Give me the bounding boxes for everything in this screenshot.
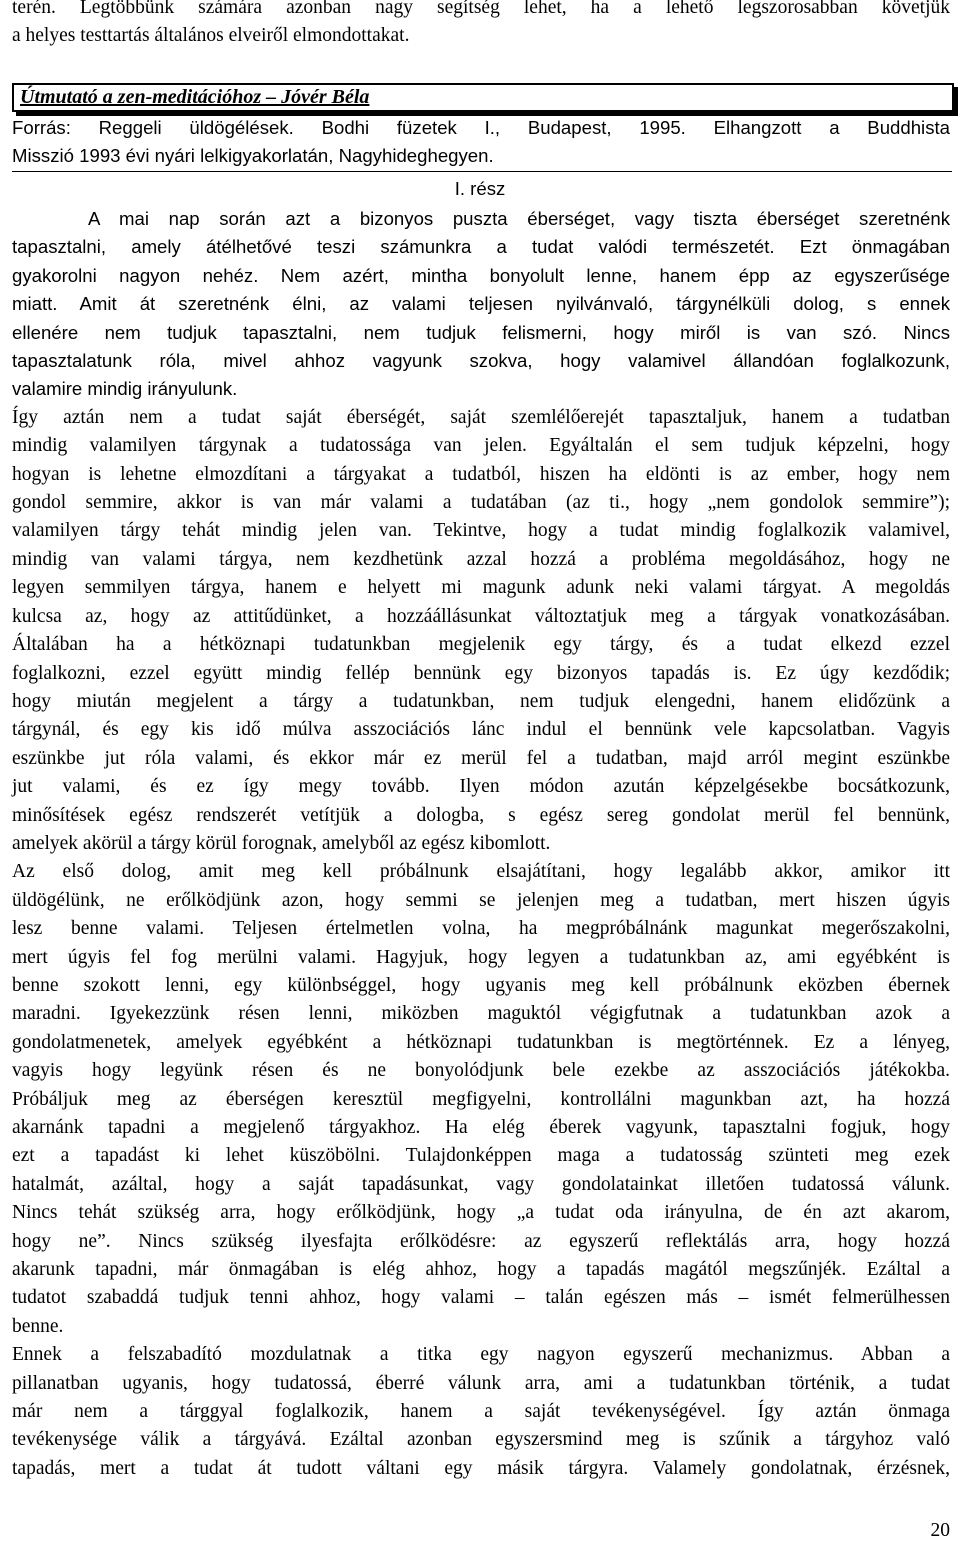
- text-line: Általában ha a hétköznapi tudatunkban megjelenik egy tárgy, és a tudat elkezd ezzel: [12, 634, 950, 656]
- text-line: akarnánk tapadni a megjelenő tárgyakhoz. Ha elég éberek vagyunk, tapasztalni fogjuk, hogy: [12, 1117, 950, 1138]
- text-line: mert úgyis fel fog merülni valami. Hagyjuk, hogy legyen a tudatunkban az, ami egyébként is: [12, 946, 950, 968]
- text-line: tapasztalni, amely átélhetővé teszi számunkra a tudat valódi természetét. Ezt önmagában: [12, 236, 950, 258]
- text-line: jut valami, és ez így megy tovább. Ilyen módon azután képzelgésekbe bocsátkozunk,: [12, 776, 950, 798]
- text-line: ellenére nem tudjuk tapasztalni, nem tudjuk felismerni, hogy miről is van szó. Nincs: [12, 321, 950, 343]
- text-line: már nem a tárggyal foglalkozik, hanem a saját tevékenységével. Így aztán önmaga: [12, 1401, 950, 1423]
- page-number: 20: [930, 1520, 950, 1541]
- text-line: a helyes testtartás általános elveiről elmondottakat.: [12, 25, 410, 47]
- text-line: eszünkbe jut róla valami, és ekkor már ez merül fel a tudatban, majd arról megint eszünkbe: [12, 747, 950, 769]
- text-line: legyen semmilyen tárgya, hanem e helyett mi magunk adunk neki valami tárgyat. A megoldás: [12, 577, 950, 599]
- text-line: gyakorolni nagyon nehéz. Nem azért, mintha bonyolult lenne, hanem épp az egyszerűsége: [12, 264, 950, 286]
- text-line: A mai nap során azt a bizonyos puszta éberséget, vagy tiszta éberséget szeretnénk: [88, 208, 950, 229]
- text-line: Misszió 1993 évi nyári lelkigyakorlatán, Nagyhideghegyen.: [12, 145, 494, 167]
- section-title-box: [12, 83, 954, 112]
- text-line: terén. Legtöbbünk számára azonban nagy segítség lehet, ha a lehető legszorosabban követjük: [12, 0, 950, 18]
- text-line: tapadás, mert a tudat át tudott váltani egy másik tárgyra. Valamely gondolatnak, érzésnek,: [12, 1457, 950, 1479]
- text-line: lesz benne valami. Teljesen értelmetlen volna, ha megpróbálnánk magunkat megerőszakolni,: [12, 918, 950, 940]
- section-title: Útmutató a zen-meditációhoz – Jóvér Béla: [20, 86, 370, 108]
- text-line: miatt. Amit át szeretnénk élni, az valami teljesen nyilvánvaló, tárgynélküli dolog, s ennek: [12, 293, 950, 315]
- text-line: hogy miután megjelent a tárgy a tudatunkban, nem tudjuk elengedni, hanem elidőzünk a: [12, 690, 950, 712]
- text-line: ezt a tapadást ki lehet küszöbölni. Tulajdonképpen maga a tudatosság szünteti meg ezek: [12, 1145, 950, 1167]
- text-line: akarunk tapadni, már önmagában is elég ahhoz, hogy a tapadás magától megszűnjék. Ezáltal a: [12, 1259, 950, 1281]
- text-line: vagyis hogy legyünk résen és ne bonyolódjunk bele ezekbe az asszociációs játékokba.: [12, 1060, 950, 1082]
- part-heading: I. rész: [454, 178, 506, 199]
- text-line: Próbáljuk meg az éberségen keresztül megfigyelni, kontrollálni magunkban azt, ha hozzá: [12, 1088, 950, 1110]
- text-line: Forrás: Reggeli üldögélések. Bodhi füzetek I., Budapest, 1995. Elhangzott a Buddhista: [12, 117, 950, 138]
- text-line: gondol semmire, akkor is van már valami a tudatában (az ti., hogy „nem gondolok semmire”);: [12, 492, 950, 514]
- text-line: Nincs tehát szükség arra, hogy erőlködjünk, hogy „a tudat oda irányulna, de én azt akarom,: [12, 1202, 950, 1224]
- text-line: tárgynál, és egy kis idő múlva asszociációs lánc indul el bennünk vele kapcsolatban. Vagyis: [12, 719, 950, 741]
- text-line: amelyek akörül a tárgy körül forognak, amelyből az egész kibomlott.: [12, 832, 551, 854]
- source-text: [12, 114, 950, 171]
- text-line: tapasztalatunk róla, mivel ahhoz vagyunk szokva, hogy valamivel állandóan foglalkozunk,: [12, 350, 950, 372]
- text-line: Az első dolog, amit meg kell próbálnunk elsajátítani, hogy legalább akkor, amikor itt: [12, 861, 950, 883]
- text-line: minősítések egész rendszerét vetítjük a dologba, s egész sereg gondolat merül fel bennünk,: [12, 804, 950, 826]
- top-text: [12, 0, 950, 51]
- text-line: valamilyen tárgy tehát mindig jelen van. Tekintve, hogy a tudat mindig foglalkozik valamivel,: [12, 520, 950, 542]
- text-line: tudatot szabaddá tudjuk tenni ahhoz, hogy valami – talán egészen más – ismét felmerülhessen: [12, 1287, 950, 1309]
- text-line: kulcsa az, hogy az attitűdünket, a hozzáállásunkat változtatjuk meg a tárgyak vonatkozásában.: [12, 605, 950, 627]
- text-line: pillanatban ugyanis, hogy tudatossá, éberré válunk arra, ami a tudatunkban történik, a tudat: [12, 1372, 950, 1394]
- text-line: üldögélünk, ne erőlködjünk azon, hogy semmi se jelenjen meg a tudatban, mert hiszen úgyis: [12, 889, 950, 911]
- text-line: valamire mindig irányulunk.: [12, 378, 238, 400]
- divider: [12, 171, 952, 172]
- text-line: gondolatmenetek, amelyek egyébként a hétköznapi tudatunkban is megtörténnek. Ez a lényeg,: [12, 1031, 950, 1053]
- text-line: benne szokott lenni, egy különbséggel, hogy ugyanis meg kell próbálnunk eközben ébernek: [12, 974, 950, 996]
- text-line: Ennek a felszabadító mozdulatnak a titka egy nagyon egyszerű mechanizmus. Abban a: [12, 1344, 950, 1366]
- text-line: mindig valamilyen tárgynak a tudatossága van jelen. Egyáltalán el sem tudjuk képzelni, hogy: [12, 435, 950, 457]
- text-line: Így aztán nem a tudat saját éberségét, saját szemlélőerejét tapasztaljuk, hanem a tudatban: [12, 406, 950, 428]
- text-line: hogyan is lehetne elmozdítani a tárgyakat a tudatból, hiszen ha eldönti is az ember, hogy nem: [12, 463, 950, 485]
- text-line: tevékenysége válik a tárgyává. Ezáltal azonban egyszersmind meg is szűnik a tárgyhoz való: [12, 1429, 950, 1451]
- text-line: foglalkozni, ezzel együtt mindig fellép bennünk egy bizonyos tapadás is. Ez úgy kezdődik;: [12, 662, 950, 684]
- text-line: mindig van valami tárgya, nem kezdhetünk azzal hozzá a probléma megoldásához, hogy ne: [12, 548, 950, 570]
- body-text: [12, 205, 950, 1483]
- text-line: maradni. Igyekezzünk résen lenni, miközben maguktól végigfutnak a tudatunkban azok a: [12, 1003, 950, 1025]
- text-line: hogy ne”. Nincs szükség ilyesfajta erőlködésre: az egyszerű reflektálás arra, hogy hozzá: [12, 1230, 950, 1252]
- text-line: benne.: [12, 1315, 64, 1337]
- text-line: hatalmát, azáltal, hogy a saját tapadásunkat, vagy gondolatainkat illetően tudatossá válunk.: [12, 1173, 950, 1195]
